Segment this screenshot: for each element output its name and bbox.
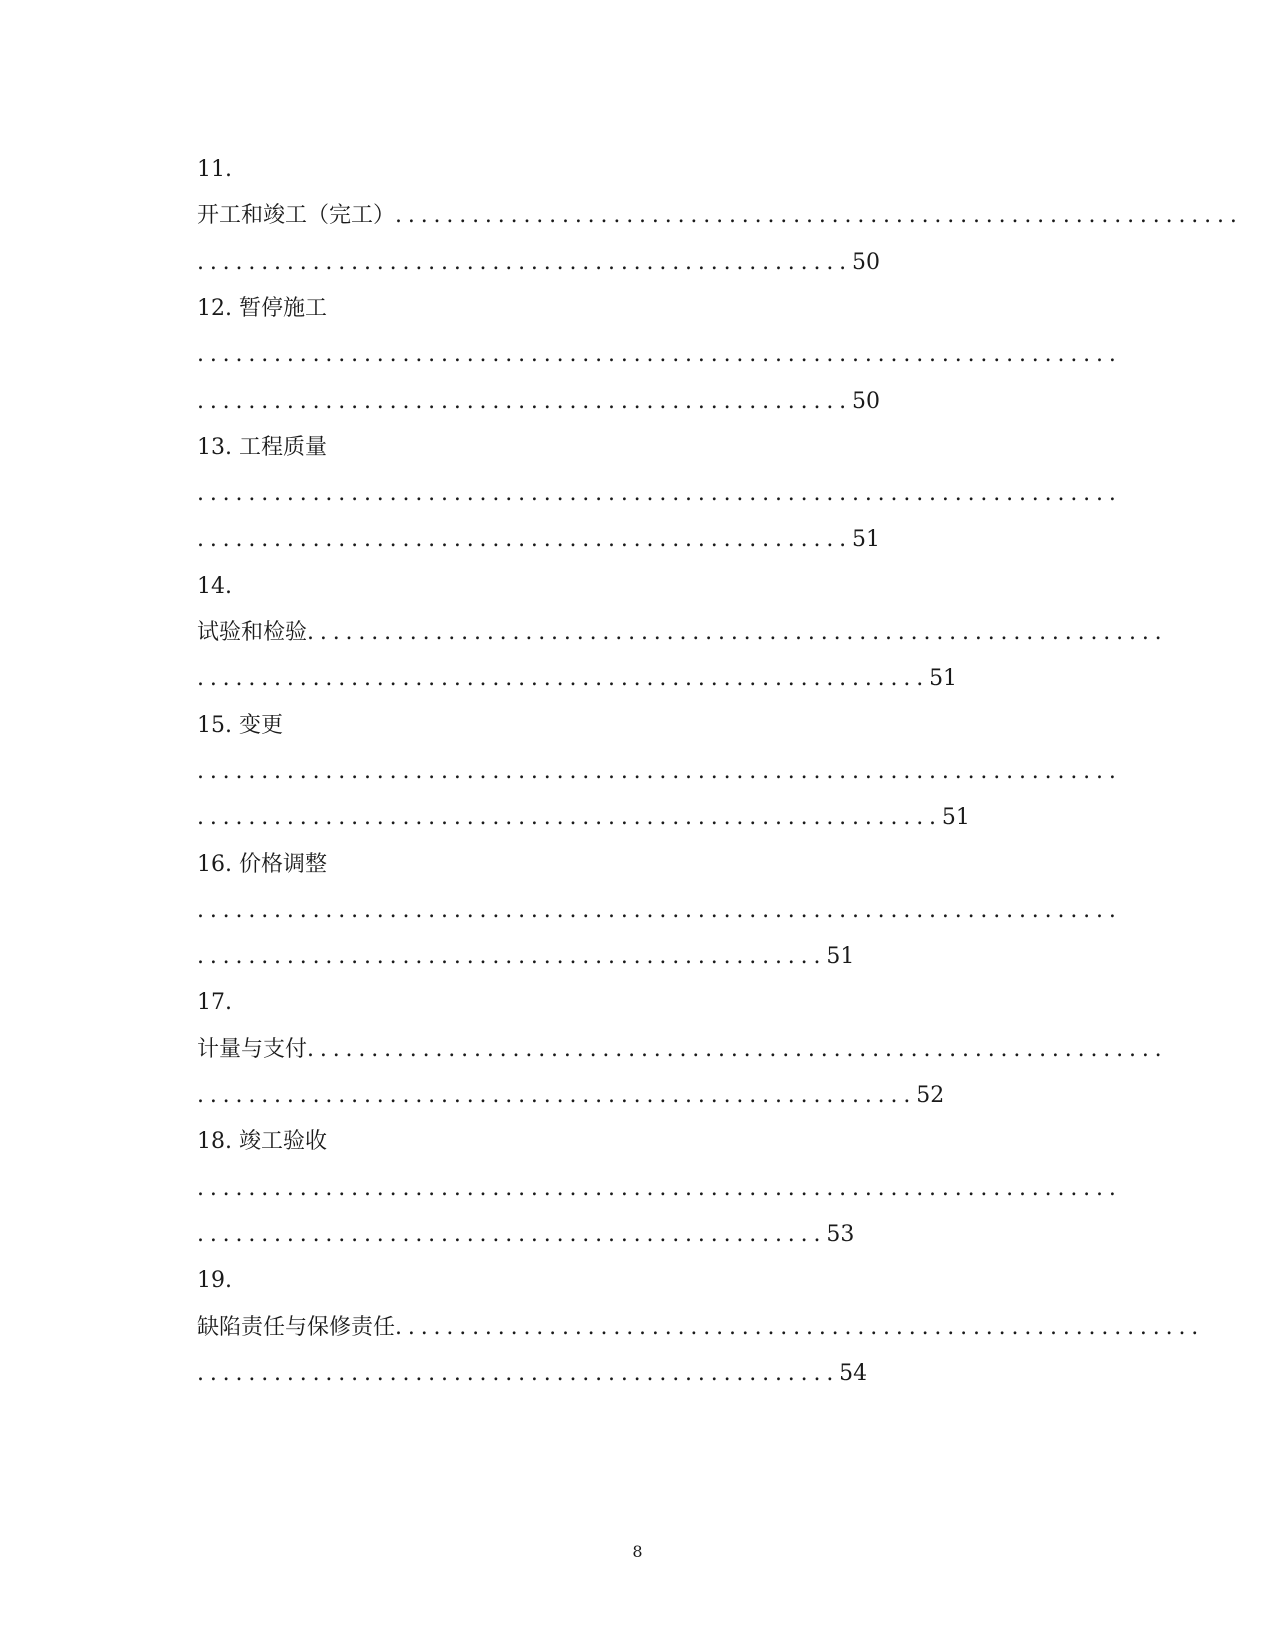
toc-leader-dots: ................................................. [197,944,827,970]
toc-page-number: 51 [941,805,970,831]
toc-leader-dots: ................................................... [197,388,853,414]
toc-entry-page-line[interactable] [197,1081,1077,1111]
toc-entry-number[interactable]: 17. [197,990,232,1016]
toc-entry-title-line[interactable] [197,479,1122,509]
toc-leader-dots: ........................................................................ [197,342,1122,368]
toc-entry-title-line[interactable] [197,1035,1168,1065]
toc-entry-title: 试验和检验 [197,620,308,645]
toc-entry-number[interactable]: 13. 工程质量 [197,434,327,460]
toc-entry-page-line[interactable] [197,1359,1077,1389]
toc-entry-page-line[interactable] [197,387,1077,417]
toc-entry-title: 开工和竣工（完工） [197,203,396,229]
toc-leader-dots: .................................................. [197,1360,840,1386]
toc-entry-number[interactable]: 12. 暂停施工 [197,295,327,321]
toc-entry-number[interactable]: 15. 变更 [197,712,283,738]
toc-entry-number[interactable]: 16. 价格调整 [197,851,327,877]
toc-leader-dots: ................................................... [197,249,853,275]
toc-entry-title-line[interactable] [197,201,1243,231]
toc-entry-page-line[interactable] [197,525,1077,555]
toc-page-number: 51 [826,944,855,970]
toc-entry-number[interactable]: 19. [197,1268,232,1294]
toc-page-number: 50 [852,388,881,414]
toc-entry-page-line[interactable] [197,942,1077,972]
toc-page-number: 53 [826,1221,855,1247]
toc-entry-number[interactable]: 11. [197,157,232,182]
toc-leader-dots: .......................................................... [197,805,942,831]
toc-leader-dots: ......................................................... [197,666,930,692]
toc-leader-dots: ........................................................................ [197,481,1122,507]
toc-leader-dots: ................................................. [197,1221,827,1247]
toc-leader-dots: ................................................................... [307,1036,1168,1062]
toc-entry-title-line[interactable] [197,1313,1205,1343]
toc-page-number: 51 [929,666,958,692]
toc-leader-dots: ................................................... [197,527,853,553]
toc-entry-page-line[interactable] [197,1220,1077,1250]
toc-entry-page-line[interactable] [197,803,1077,833]
toc-entry-title: 计量与支付 [197,1036,308,1062]
toc-leader-dots: .................................................................. [395,203,1243,229]
toc-page-number: 51 [852,527,881,553]
toc-leader-dots: ........................................................................ [197,758,1122,784]
toc-entry-title-line[interactable] [197,757,1122,787]
toc-entry-title-line[interactable] [197,1174,1122,1204]
toc-entry-number[interactable]: 18. 竣工验收 [197,1129,327,1155]
toc-entry-title-line[interactable] [197,340,1122,370]
toc-entry-page-line[interactable] [197,248,1077,278]
toc-page-number: 50 [852,249,881,275]
toc-entry-title-line[interactable] [197,896,1122,926]
toc-entry-page-line[interactable] [197,664,1077,694]
toc-leader-dots: ............................................................... [395,1314,1205,1340]
toc-leader-dots: ................................................................... [307,620,1168,645]
toc-page-number: 52 [916,1083,945,1108]
toc-page-number: 54 [839,1360,868,1386]
toc-entry-number[interactable]: 14. [197,573,232,599]
toc-leader-dots: ........................................................ [197,1083,917,1108]
toc-leader-dots: ........................................................................ [197,897,1122,923]
toc-entry-title: 缺陷责任与保修责任 [197,1314,396,1340]
toc-entry-title-line[interactable] [197,618,1168,648]
page-number: 8 [632,1542,643,1561]
toc-leader-dots: ........................................................................ [197,1175,1122,1201]
